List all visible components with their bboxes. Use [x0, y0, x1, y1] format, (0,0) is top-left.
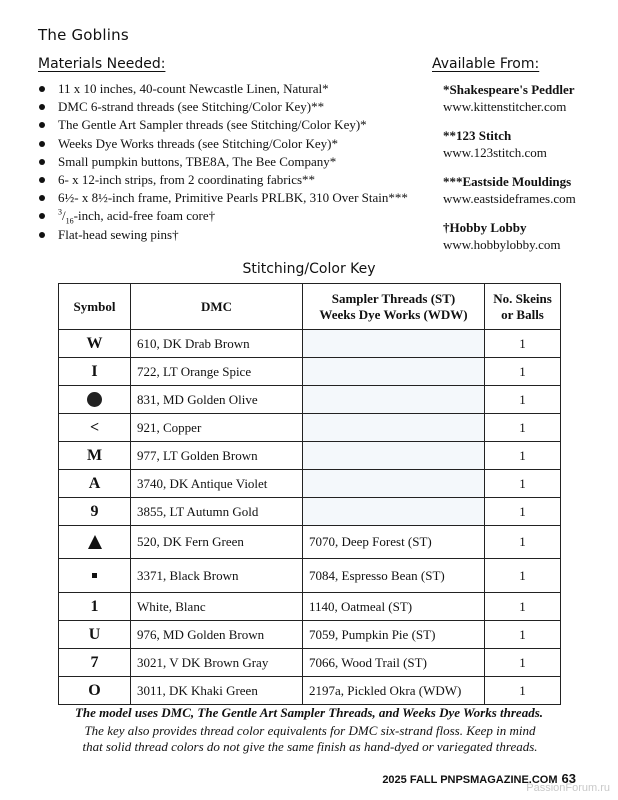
fraction-denominator: 16 [65, 217, 74, 227]
dmc-cell: 3855, LT Autumn Gold [131, 498, 303, 526]
vendor [443, 128, 613, 161]
table-row [59, 621, 561, 649]
fraction-numerator: 3 [58, 208, 62, 218]
table-row [59, 649, 561, 677]
small-square-icon [92, 573, 97, 578]
skeins-cell: 1 [485, 470, 561, 498]
symbol-cell [59, 386, 131, 414]
key-note [70, 723, 550, 754]
vendor-name: ***Eastside Mouldings [443, 174, 572, 189]
materials-item: 6- x 12-inch strips, from 2 coordinating fabrics** [36, 171, 426, 189]
materials-list [36, 80, 426, 244]
skeins-cell: 1 [485, 593, 561, 621]
dmc-cell: 977, LT Golden Brown [131, 442, 303, 470]
header-sk-line2: or Balls [501, 306, 544, 322]
skeins-cell: 1 [485, 442, 561, 470]
symbol-cell: O [59, 677, 131, 705]
sampler-thread-cell [303, 386, 485, 414]
materials-item: 11 x 10 inches, 40-count Newcastle Linen, Natural* [36, 80, 426, 98]
vendor-url[interactable]: www.eastsideframes.com [443, 191, 576, 206]
sampler-thread-cell [303, 358, 485, 386]
table-body [59, 330, 561, 705]
sampler-thread-cell [303, 470, 485, 498]
vendor [443, 174, 613, 207]
materials-item: Small pumpkin buttons, TBE8A, The Bee Company* [36, 153, 426, 171]
skeins-cell: 1 [485, 386, 561, 414]
vendor-url[interactable]: www.hobbylobby.com [443, 237, 561, 252]
symbol-cell: W [59, 330, 131, 358]
dmc-cell: 921, Copper [131, 414, 303, 442]
page-title: The Goblins [38, 26, 129, 44]
dmc-cell: 520, DK Fern Green [131, 526, 303, 559]
dmc-cell: 610, DK Drab Brown [131, 330, 303, 358]
header-st-line1: Sampler Threads (ST) [331, 290, 456, 306]
skeins-cell: 1 [485, 649, 561, 677]
skeins-cell: 1 [485, 526, 561, 559]
materials-heading: Materials Needed: [38, 56, 166, 72]
dmc-cell: 3740, DK Antique Violet [131, 470, 303, 498]
vendor-name: †Hobby Lobby [443, 220, 527, 235]
dmc-cell: 3371, Black Brown [131, 559, 303, 593]
table-row [59, 330, 561, 358]
symbol-cell: A [59, 470, 131, 498]
dmc-cell: 831, MD Golden Olive [131, 386, 303, 414]
vendor-list [443, 82, 613, 266]
skeins-cell: 1 [485, 621, 561, 649]
vendor-name: **123 Stitch [443, 128, 512, 143]
header-st-line2: Weeks Dye Works (WDW) [319, 306, 468, 322]
symbol-cell: 9 [59, 498, 131, 526]
key-note-line: that solid thread colors do not give the same finish as hand-dyed or variegated threads. [82, 738, 538, 754]
sampler-thread-cell: 7059, Pumpkin Pie (ST) [303, 621, 485, 649]
materials-item: DMC 6-strand threads (see Stitching/Color Key)** [36, 98, 426, 116]
filled-triangle-icon [88, 535, 102, 549]
skeins-cell: 1 [485, 498, 561, 526]
symbol-cell: M [59, 442, 131, 470]
header-symbol: Symbol [59, 284, 131, 330]
skeins-cell: 1 [485, 358, 561, 386]
dmc-cell: 3011, DK Khaki Green [131, 677, 303, 705]
skeins-cell: 1 [485, 677, 561, 705]
table-row [59, 559, 561, 593]
vendor-url[interactable]: www.123stitch.com [443, 145, 547, 160]
vendor-name: *Shakespeare's Peddler [443, 82, 575, 97]
table-row [59, 526, 561, 559]
watermark: PassionForum.ru [526, 782, 610, 794]
symbol-cell: < [59, 414, 131, 442]
vendor-url[interactable]: www.kittenstitcher.com [443, 99, 567, 114]
table-row [59, 498, 561, 526]
skeins-cell: 1 [485, 330, 561, 358]
available-heading: Available From: [432, 56, 540, 72]
sampler-thread-cell [303, 442, 485, 470]
model-note: The model uses DMC, The Gentle Art Sampler Threads, and Weeks Dye Works threads. [74, 705, 544, 720]
header-sampler-threads [303, 284, 485, 330]
vendor [443, 220, 613, 253]
table-row [59, 677, 561, 705]
sampler-thread-cell: 2197a, Pickled Okra (WDW) [303, 677, 485, 705]
symbol-cell [59, 526, 131, 559]
key-note-line: The key also provides thread color equivalents for DMC six-strand floss. Keep in mind [84, 723, 536, 738]
symbol-cell: 1 [59, 593, 131, 621]
materials-item: The Gentle Art Sampler threads (see Stitching/Color Key)* [36, 116, 426, 134]
materials-item: 6½- x 8½-inch frame, Primitive Pearls PRLBK, 310 Over Stain*** [36, 189, 426, 207]
table-row [59, 358, 561, 386]
color-key-table [58, 283, 561, 705]
materials-item-text: -inch, acid-free foam core† [73, 208, 216, 224]
page-number: 63 [561, 771, 576, 786]
dmc-cell: 976, MD Golden Brown [131, 621, 303, 649]
table-row [59, 593, 561, 621]
table-row [59, 386, 561, 414]
materials-item: Flat-head sewing pins† [36, 226, 426, 244]
symbol-cell: I [59, 358, 131, 386]
symbol-cell: U [59, 621, 131, 649]
header-dmc: DMC [131, 284, 303, 330]
dmc-cell: 3021, V DK Brown Gray [131, 649, 303, 677]
sampler-thread-cell: 7070, Deep Forest (ST) [303, 526, 485, 559]
symbol-cell: 7 [59, 649, 131, 677]
vendor [443, 82, 613, 115]
table-header-row [59, 284, 561, 330]
sampler-thread-cell [303, 330, 485, 358]
footer-text: 2025 FALL PNPSMAGAZINE.COM [382, 774, 558, 786]
sampler-thread-cell: 1140, Oatmeal (ST) [303, 593, 485, 621]
symbol-cell [59, 559, 131, 593]
filled-circle-icon [87, 392, 102, 407]
sampler-thread-cell [303, 414, 485, 442]
sampler-thread-cell: 7066, Wood Trail (ST) [303, 649, 485, 677]
sampler-thread-cell: 7084, Espresso Bean (ST) [303, 559, 485, 593]
dmc-cell: White, Blanc [131, 593, 303, 621]
table-row [59, 442, 561, 470]
key-title: Stitching/Color Key [242, 261, 376, 277]
table-row [59, 414, 561, 442]
sampler-thread-cell [303, 498, 485, 526]
table-row [59, 470, 561, 498]
header-skeins [485, 284, 561, 330]
materials-item: Weeks Dye Works threads (see Stitching/Color Key)* [36, 135, 426, 153]
header-sk-line1: No. Skeins [493, 290, 552, 306]
skeins-cell: 1 [485, 559, 561, 593]
dmc-cell: 722, LT Orange Spice [131, 358, 303, 386]
materials-item: $^3/_{16}$-inch, acid-free foam core† [36, 207, 426, 225]
skeins-cell: 1 [485, 414, 561, 442]
